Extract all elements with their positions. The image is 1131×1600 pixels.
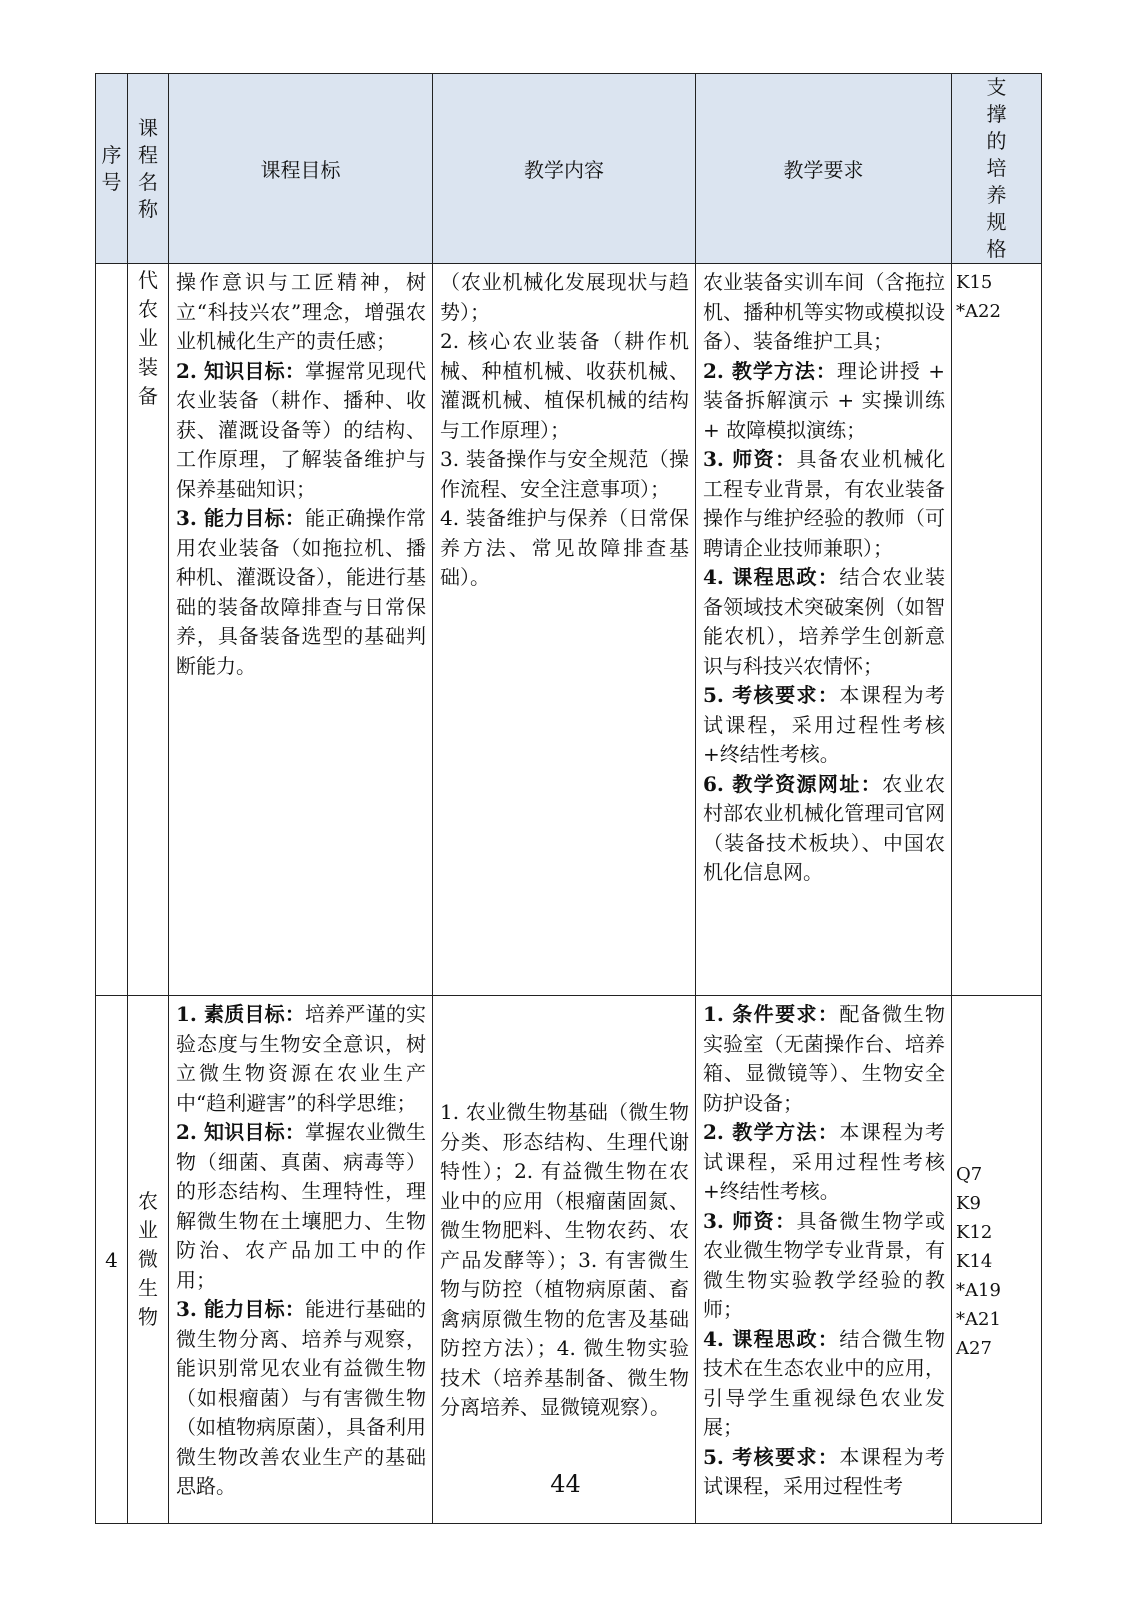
- row2-content: [433, 996, 696, 1524]
- header-req: 教学要求: [696, 74, 952, 264]
- row1-goal: [169, 264, 433, 996]
- row1-seq: [96, 264, 128, 996]
- row1-req: [696, 264, 952, 996]
- page-number: 44: [550, 1470, 581, 1498]
- row1-name: 代农业装备: [128, 264, 169, 996]
- table-row: [96, 264, 1042, 996]
- row2-goal: [169, 996, 433, 1524]
- goal-item: 操作意识与工匠精神，树立“科技兴农”理念，增强农业机械化生产的责任感；: [176, 270, 426, 353]
- spec-code: A27: [956, 1338, 992, 1359]
- spec-code: *A21: [956, 1309, 1001, 1330]
- header-spec: 支撑的培养规格: [952, 74, 1042, 264]
- req-item: 6. 教学资源网址：农业农村部农业机械化管理司官网（装备技术板块）、中国农机化信息网。: [703, 771, 946, 884]
- course-table: [95, 73, 1042, 1524]
- row2-seq: 4: [96, 996, 128, 1524]
- content-item: 2. 核心农业装备（耕作机械、种植机械、收获机械、灌溉机械、植保机械的结构与工作原理）；: [440, 329, 689, 442]
- spec-code: *A22: [956, 301, 1001, 322]
- content-item: 3. 装备操作与安全规范（操作流程、安全注意事项）；: [440, 447, 689, 501]
- req-item: 5. 考核要求：本课程为考试课程，采用过程性考核+终结性考核。: [703, 683, 946, 766]
- goal-item: 3. 能力目标：能进行基础的微生物分离、培养与观察，能识别常见农业有益微生物（如根瘤菌）与有害微生物（如植物病原菌），具备利用微生物改善农业生产的基础思路。: [176, 1297, 427, 1498]
- req-item: 2. 教学方法：理论讲授 + 装备拆解演示 + 实操训练 + 故障模拟演练；: [703, 358, 945, 442]
- spec-code: K12: [956, 1222, 993, 1243]
- spec-code: K14: [956, 1251, 993, 1272]
- header-content: 教学内容: [433, 74, 696, 264]
- row2-spec: [952, 996, 1042, 1524]
- req-item: 4. 课程思政：结合农业装备领域技术突破案例（如智能农机），培养学生创新意识与科技兴农情怀；: [703, 565, 946, 678]
- req-item: 2. 教学方法：本课程为考试课程，采用过程性考核+终结性考核。: [703, 1120, 946, 1203]
- spec-code: *A19: [956, 1280, 1001, 1301]
- req-item: 3. 师资：具备微生物学或农业微生物学专业背景，有微生物实验教学经验的教师；: [703, 1208, 946, 1321]
- spec-code: Q7: [956, 1164, 983, 1185]
- goal-item: 3. 能力目标：能正确操作常用农业装备（如拖拉机、播种机、灌溉设备），能进行基础的装备故障排查与日常保养，具备装备选型的基础判断能力。: [176, 506, 427, 678]
- row2-name: 农业微生物: [128, 996, 169, 1524]
- spec-code: K9: [956, 1193, 981, 1214]
- req-item: 4. 课程思政：结合微生物技术在生态农业中的应用，引导学生重视绿色农业发展；: [703, 1326, 946, 1439]
- header-name: 课程名称: [128, 74, 169, 264]
- req-item: 5. 考核要求：本课程为考试课程，采用过程性考: [703, 1444, 946, 1498]
- content-item: 4. 装备维护与保养（日常保养方法、常见故障排查基础）。: [440, 506, 689, 589]
- header-seq: 序号: [96, 74, 128, 264]
- req-item: 1. 条件要求：配备微生物实验室（无菌操作台、培养箱、显微镜等）、生物安全防护设备；: [703, 1002, 946, 1115]
- goal-item: 1. 素质目标：培养严谨的实验态度与生物安全意识，树立微生物资源在农业生产中“趋利避害”的科学思维；: [176, 1002, 427, 1115]
- content-text: 1. 农业微生物基础（微生物分类、形态结构、生理代谢特性）；2. 有益微生物在农业中的应用（根瘤菌固氮、微生物肥料、生物农药、农产品发酵等）；3. 有害微生物与防控（植物病原菌、畜禽病原微生物的危害及基础防控方法）；4. 微生物实验技术（培养基制备、微生物分离培养、显微镜观察）。: [440, 1100, 689, 1420]
- spec-code: K15: [956, 272, 993, 293]
- table-row: [96, 996, 1042, 1524]
- goal-item: 2. 知识目标：掌握农业微生物（细菌、真菌、病毒等）的形态结构、生理特性，理解微生物在土壤肥力、生物防治、农产品加工中的作用；: [176, 1120, 427, 1292]
- req-item: 3. 师资：具备农业机械化工程专业背景，有农业装备操作与维护经验的教师（可聘请企业技师兼职）；: [703, 447, 946, 560]
- row1-content: [433, 264, 696, 996]
- header-goal: 课程目标: [169, 74, 433, 264]
- row1-spec: [952, 264, 1042, 996]
- content-item: （农业机械化发展现状与趋势）；: [440, 270, 689, 324]
- req-item: 农业装备实训车间（含拖拉机、播种机等实物或模拟设备）、装备维护工具；: [703, 270, 945, 353]
- header-row: [96, 74, 1042, 264]
- goal-item: 2. 知识目标：掌握常见现代农业装备（耕作、播种、收获、灌溉设备等）的结构、工作原理，了解装备维护与保养基础知识；: [176, 358, 427, 501]
- row2-req: [696, 996, 952, 1524]
